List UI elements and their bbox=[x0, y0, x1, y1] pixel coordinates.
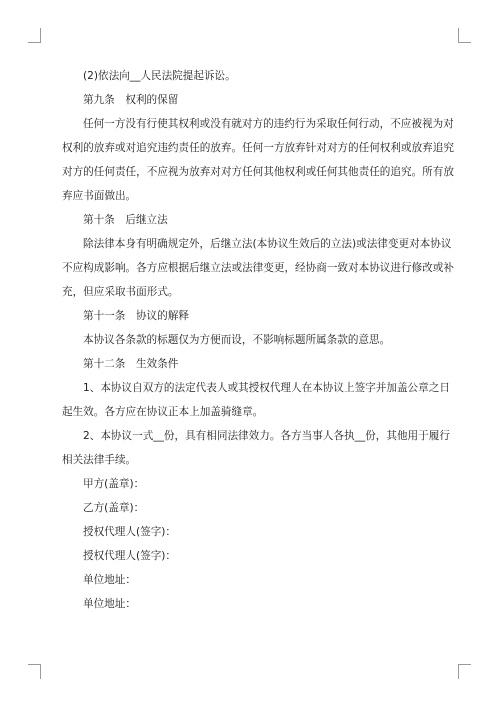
address-field: 单位地址： bbox=[83, 574, 136, 586]
text-line: 除法律本身有明确规定外，后继立法(本协议生效后的立法)或法律变更对本协议 bbox=[83, 238, 452, 250]
text-line: (2)依法向__人民法院提起诉讼。 bbox=[83, 70, 236, 82]
address-field: 单位地址： bbox=[83, 598, 136, 610]
crop-mark-bottom-right bbox=[458, 664, 471, 679]
crop-mark-top-right bbox=[458, 28, 471, 43]
text-line: 起生效。各方应在协议正本上加盖骑缝章。 bbox=[62, 406, 264, 418]
crop-mark-top-left bbox=[28, 28, 41, 43]
document-body bbox=[62, 64, 454, 616]
text-line: 对方的任何责任，不应视为放弃对对方任何其他权利或任何其他责任的追究。所有放 bbox=[62, 166, 454, 178]
text-line: 2、本协议一式__份，具有相同法律效力。各方当事人各执__份，其他用于履行 bbox=[83, 430, 450, 442]
text-line: 充，但应采取书面形式。 bbox=[62, 286, 179, 298]
signature-field-party-a: 甲方(盖章)： bbox=[83, 478, 145, 490]
text-line: 1、本协议自双方的法定代表人或其授权代理人在本协议上签字并加盖公章之日 bbox=[83, 382, 450, 394]
text-line: 弃应书面做出。 bbox=[62, 190, 137, 202]
text-line: 本协议各条款的标题仅为方便而设，不影响标题所属条款的意思。 bbox=[83, 334, 391, 346]
text-line: 权利的放弃或对追究违约责任的放弃。任何一方放弃针对对方的任何权利或放弃追究 bbox=[62, 142, 454, 154]
signature-field-party-b: 乙方(盖章)： bbox=[83, 502, 145, 514]
article-heading: 第十一条 协议的解释 bbox=[83, 310, 189, 322]
signature-field-agent: 授权代理人(签字)： bbox=[83, 526, 177, 538]
article-heading: 第十条 后继立法 bbox=[83, 214, 168, 226]
text-line: 任何一方没有行使其权利或没有就对方的违约行为采取任何行动，不应被视为对 bbox=[83, 118, 454, 130]
text-line: 相关法律手续。 bbox=[62, 454, 137, 466]
signature-field-agent: 授权代理人(签字)： bbox=[83, 550, 177, 562]
text-line: 不应构成影响。各方应根据后继立法或法律变更，经协商一致对本协议进行修改或补 bbox=[62, 262, 454, 274]
crop-mark-bottom-left bbox=[28, 664, 41, 679]
article-heading: 第十二条 生效条件 bbox=[83, 358, 179, 370]
article-heading: 第九条 权利的保留 bbox=[83, 94, 179, 106]
